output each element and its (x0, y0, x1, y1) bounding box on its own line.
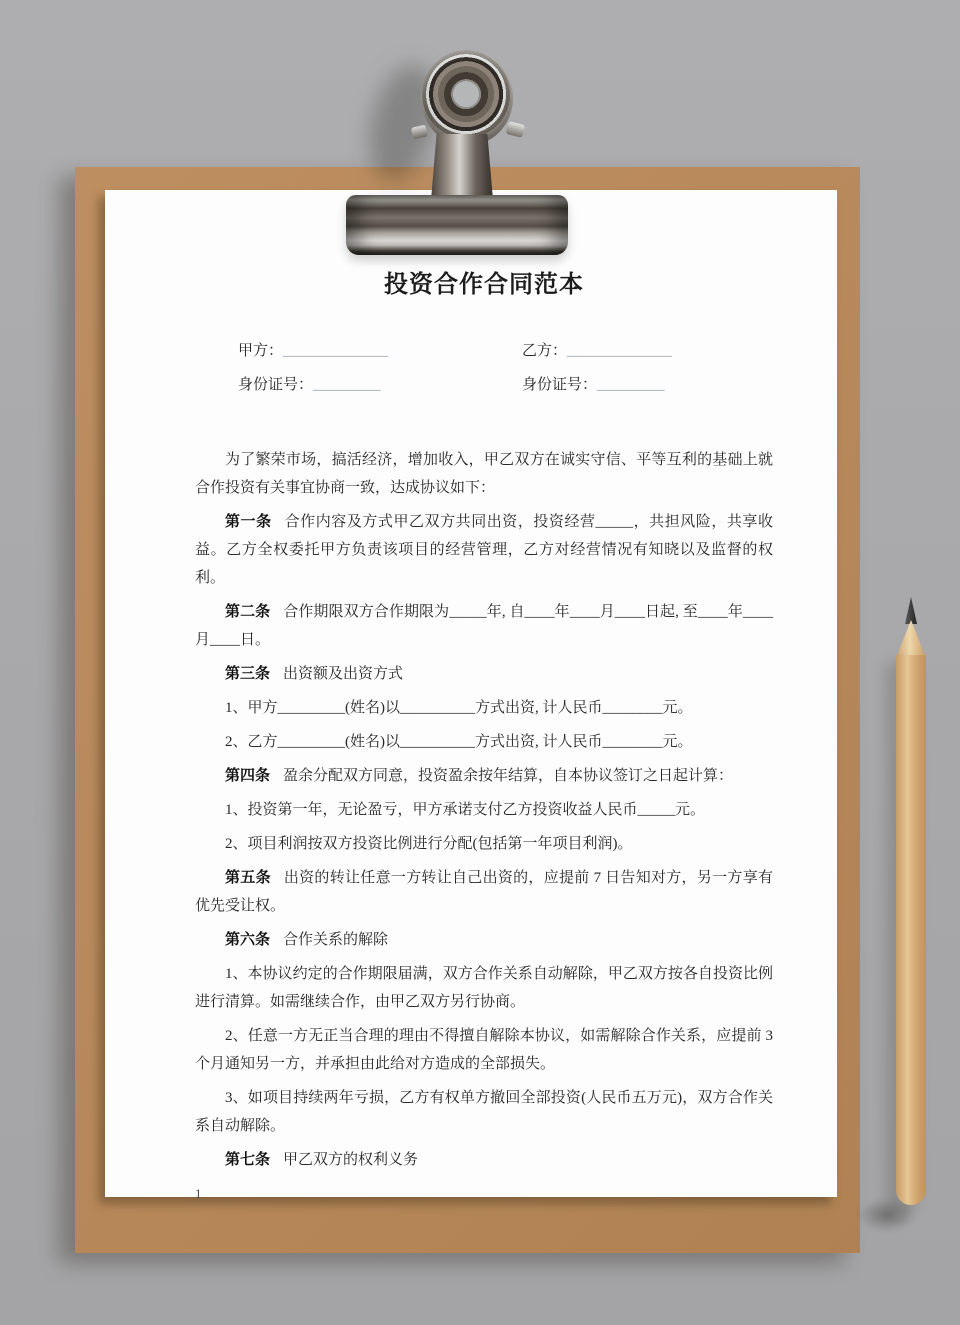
contract-paragraph (195, 446, 773, 502)
document-title: 投资合作合同范本 (384, 272, 584, 298)
party-section (238, 334, 773, 402)
id-a-blank: _________ (313, 377, 381, 393)
page-number: 1 (195, 1186, 202, 1201)
clipboard (75, 167, 860, 1253)
clause-text: 合作关系的解除 (283, 932, 389, 948)
clause-text: 1、甲方_________(姓名)以__________方式出资, 计人民币________元。 (225, 700, 693, 716)
binder-clip-hinge-right (506, 121, 526, 138)
clause-text: 出资额及出资方式 (283, 666, 404, 682)
clause-lead: 第一条 (225, 514, 272, 530)
party-a-blank: ______________ (283, 343, 389, 359)
clause-lead: 第三条 (225, 666, 271, 682)
contract-paragraph (195, 830, 773, 858)
clause-lead: 第七条 (225, 1152, 271, 1168)
id-a-label: 身份证号： (238, 377, 314, 393)
contract-paragraph (195, 660, 773, 688)
contract-paragraph (195, 694, 773, 722)
contract-paragraph (195, 1146, 773, 1174)
clause-text: 合作内容及方式甲乙双方共同出资，投资经营_____，共担风险，共享收益。乙方全权委托甲方负责该项目的经营管理，乙方对经营情况有知晓以及监督的权利。 (195, 514, 773, 586)
contract-body (195, 446, 773, 1208)
contract-paragraph (195, 960, 773, 1016)
party-b-label: 乙方： (522, 343, 568, 359)
clause-text: 甲乙双方的权利义务 (283, 1152, 419, 1168)
id-b-label: 身份证号： (522, 377, 598, 393)
contract-paper (105, 190, 837, 1201)
clause-text: 2、项目利润按双方投资比例进行分配(包括第一年项目利润)。 (225, 836, 633, 852)
pencil-wood-cone (896, 620, 926, 658)
pencil (896, 597, 926, 1205)
id-b-line (522, 368, 665, 402)
binder-clip-ring (421, 50, 513, 146)
party-a-line (238, 334, 522, 368)
binder-clip-stem (431, 134, 493, 200)
id-a-line (238, 368, 522, 402)
clause-text: 2、乙方_________(姓名)以__________方式出资, 计人民币________元。 (225, 734, 693, 750)
party-a-label: 甲方： (238, 343, 284, 359)
party-b-line (522, 334, 672, 368)
contract-paragraph (195, 1084, 773, 1140)
contract-paragraph (195, 1022, 773, 1078)
contract-paragraph (195, 728, 773, 756)
clause-text: 出资的转让任意一方转让自己出资的，应提前 7 日告知对方，另一方享有优先受让权。 (195, 870, 773, 914)
clause-lead: 第五条 (225, 870, 271, 886)
contract-paragraph (195, 926, 773, 954)
id-b-blank: _________ (597, 377, 665, 393)
contract-paragraph (195, 762, 773, 790)
party-row (238, 334, 773, 368)
binder-clip-bar (346, 195, 568, 255)
contract-paragraph (195, 508, 773, 592)
contract-paragraph (195, 598, 773, 654)
clause-text: 1、投资第一年，无论盈亏，甲方承诺支付乙方投资收益人民币_____元。 (225, 802, 706, 818)
contract-paragraph (195, 864, 773, 920)
clause-text: 盈余分配双方同意，投资盈余按年结算，自本协议签订之日起计算： (283, 768, 734, 784)
contract-paragraph (195, 796, 773, 824)
clause-text: 2、任意一方无正当合理的理由不得擅自解除本协议，如需解除合作关系，应提前 3 个月通知另一方，并承担由此给对方造成的全部损失。 (195, 1028, 773, 1072)
clause-text: 3、如项目持续两年亏损，乙方有权单方撤回全部投资(人民币五万元)，双方合作关系自动解除。 (195, 1090, 773, 1134)
id-row (238, 368, 773, 402)
clause-text: 合作期限双方合作期限为_____年, 自____年____月____日起, 至____年____月____日。 (195, 604, 773, 648)
clause-text: 1、本协议约定的合作期限届满，双方合作关系自动解除，甲乙双方按各自投资比例进行清算。如需继续合作，由甲乙双方另行协商。 (195, 966, 773, 1010)
clause-lead: 第二条 (225, 604, 271, 620)
clause-text: 为了繁荣市场，搞活经济，增加收入，甲乙双方在诚实守信、平等互利的基础上就合作投资有关事宜协商一致，达成协议如下： (195, 452, 773, 496)
contract-document (105, 190, 837, 1201)
clause-lead: 第六条 (225, 932, 271, 948)
clause-lead: 第四条 (225, 768, 271, 784)
pencil-lead-tip (905, 597, 917, 624)
pencil-body (896, 655, 926, 1205)
party-b-blank: ______________ (567, 343, 673, 359)
